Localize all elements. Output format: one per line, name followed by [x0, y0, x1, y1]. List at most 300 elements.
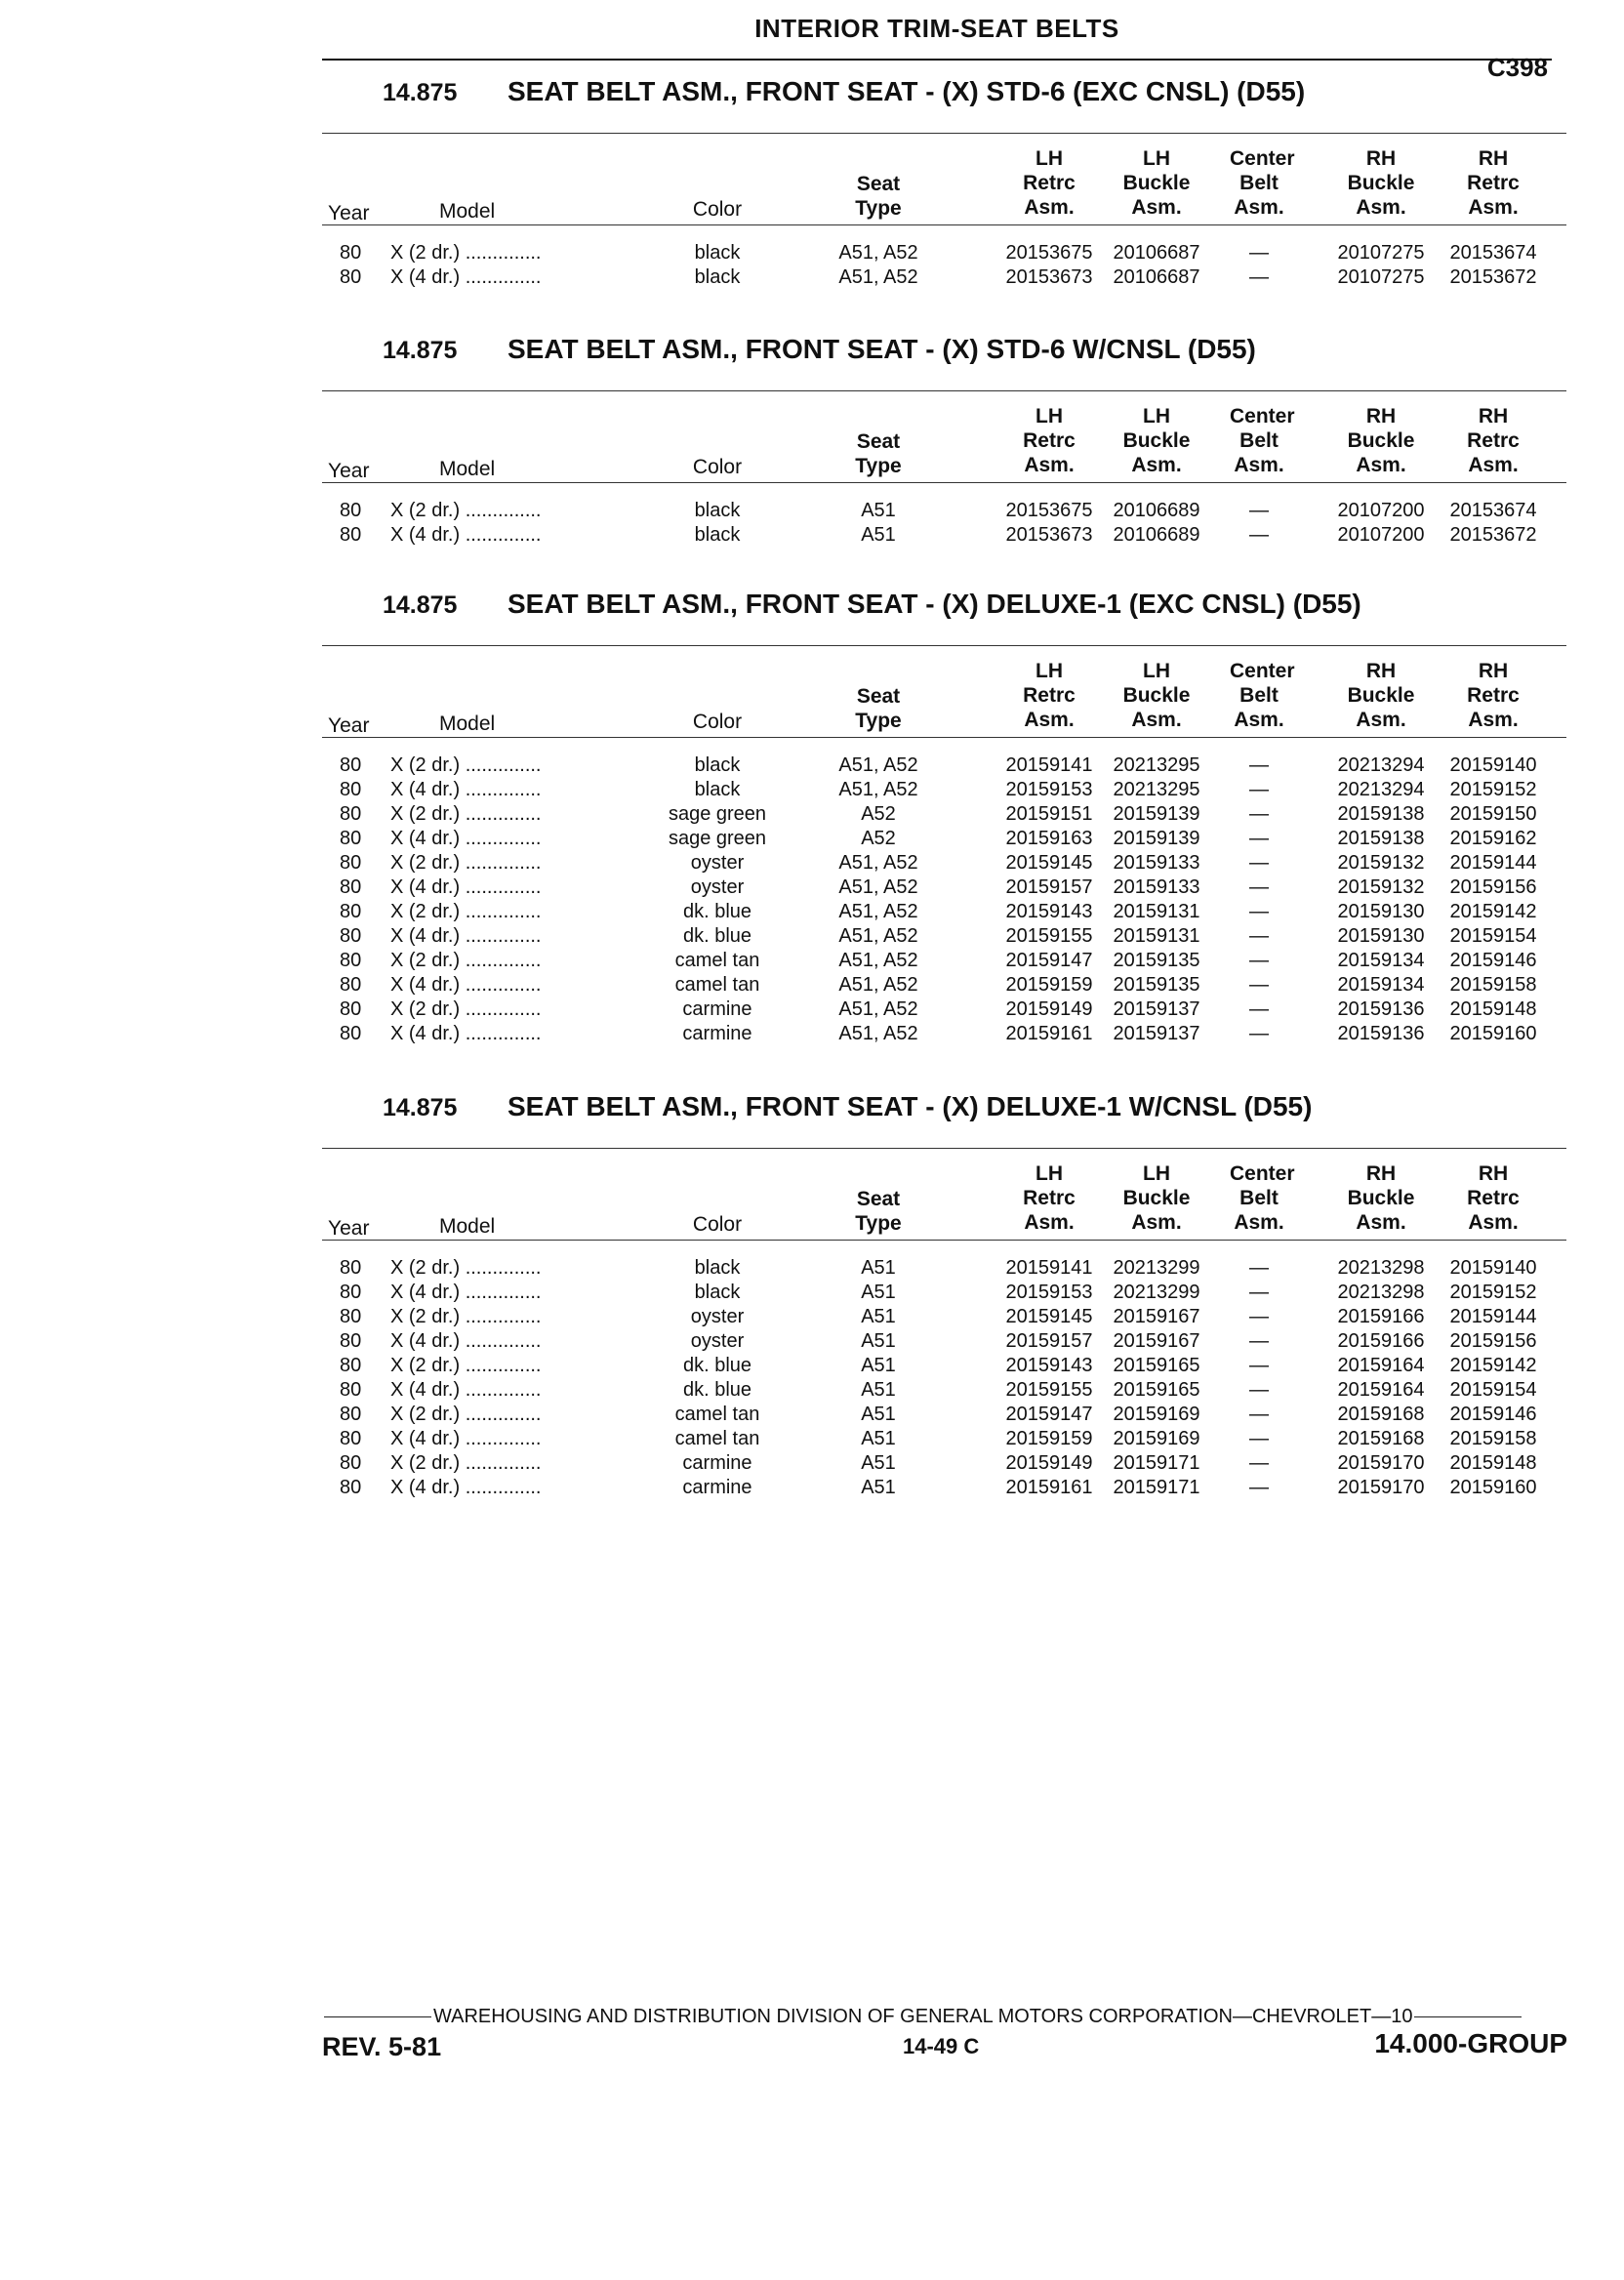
model-cell: X (4 dr.) .............. [390, 524, 542, 546]
color-cell: black [694, 779, 741, 800]
column-header-line: Asm. [1024, 709, 1075, 731]
model-cell: X (4 dr.) .............. [390, 1428, 542, 1449]
color-cell: camel tan [674, 974, 760, 996]
lh-retrc-asm-cell: 20159161 [1005, 1023, 1093, 1044]
lh-buckle-asm-cell: 20213299 [1113, 1282, 1200, 1303]
section-title-text: SEAT BELT ASM., FRONT SEAT - (X) DELUXE-1 (EXC CNSL) (D55) [508, 589, 1361, 619]
lh-retrc-asm-cell: 20159145 [1005, 1306, 1093, 1327]
center-belt-asm-cell: — [1249, 1330, 1269, 1352]
table-row [322, 852, 1566, 876]
color-cell: camel tan [674, 950, 760, 971]
model-cell: X (4 dr.) .............. [390, 1477, 542, 1498]
center-belt-asm-cell: — [1249, 1452, 1269, 1474]
table-row [322, 1452, 1566, 1477]
lh-retrc-asm-cell: 20153675 [1005, 242, 1093, 264]
rh-buckle-asm-cell: 20107275 [1337, 266, 1425, 288]
center-belt-asm-cell: — [1249, 754, 1269, 776]
year-cell: 80 [340, 266, 362, 288]
seat-type-cell: A51 [861, 1330, 896, 1352]
rh-retrc-asm-cell: 20159144 [1449, 852, 1537, 874]
rh-buckle-asm-cell: 20213294 [1337, 754, 1425, 776]
rh-retrc-asm-cell: 20159160 [1449, 1477, 1537, 1498]
column-header-line: Asm. [1468, 196, 1519, 219]
lh-buckle-asm-cell: 20106687 [1113, 266, 1200, 288]
year-cell: 80 [340, 974, 362, 996]
table-row [322, 524, 1566, 549]
table-row [322, 1306, 1566, 1330]
lh-retrc-asm-cell: 20159143 [1005, 1355, 1093, 1376]
lh-buckle-asm-cell: 20159139 [1113, 828, 1200, 849]
lh-retrc-asm-cell: 20159155 [1005, 1379, 1093, 1401]
lh-buckle-asm-cell: 20159137 [1113, 998, 1200, 1020]
model-cell: X (4 dr.) .............. [390, 925, 542, 947]
year-cell: 80 [340, 1355, 362, 1376]
table-row [322, 266, 1566, 291]
rh-retrc-asm-cell: 20159156 [1449, 1330, 1537, 1352]
seat-type-cell: A51, A52 [838, 242, 918, 264]
column-header-line: LH [1143, 147, 1170, 170]
rh-buckle-asm-cell: 20159136 [1337, 1023, 1425, 1044]
lh-buckle-asm-cell: 20159169 [1113, 1404, 1200, 1425]
column-header-line: Asm. [1234, 1211, 1284, 1234]
rh-buckle-asm-cell: 20159134 [1337, 950, 1425, 971]
center-belt-asm-cell: — [1249, 524, 1269, 546]
model-cell: X (2 dr.) .............. [390, 998, 542, 1020]
column-header-line: Asm. [1131, 196, 1182, 219]
seat-type-cell: A51, A52 [838, 266, 918, 288]
rh-retrc-asm-cell: 20159150 [1449, 803, 1537, 825]
table-row [322, 779, 1566, 803]
column-header-lh-retrc [995, 404, 1103, 477]
section-number: 14.875 [383, 1094, 458, 1121]
section-number: 14.875 [383, 79, 458, 106]
column-header-rh-retrc [1440, 1161, 1547, 1235]
lh-buckle-asm-cell: 20159131 [1113, 925, 1200, 947]
rh-buckle-asm-cell: 20159166 [1337, 1330, 1425, 1352]
lh-buckle-asm-cell: 20106689 [1113, 500, 1200, 521]
lh-buckle-asm-cell: 20159169 [1113, 1428, 1200, 1449]
center-belt-asm-cell: — [1249, 950, 1269, 971]
column-header-lh-buckle [1103, 1161, 1210, 1235]
column-header-lh-buckle [1103, 659, 1210, 732]
color-cell: black [694, 1257, 741, 1279]
column-header-model: Model [439, 712, 496, 735]
color-cell: dk. blue [682, 1355, 752, 1376]
lh-retrc-asm-cell: 20159141 [1005, 1257, 1093, 1279]
seat-type-cell: A51 [861, 1477, 896, 1498]
parts-section [322, 1091, 1566, 1535]
column-header-line: Asm. [1356, 454, 1406, 476]
center-belt-asm-cell: — [1249, 266, 1269, 288]
seat-type-cell: A51, A52 [838, 998, 918, 1020]
column-header-line: RH [1478, 147, 1509, 170]
table-row [322, 974, 1566, 998]
center-belt-asm-cell: — [1249, 998, 1269, 1020]
table-row [322, 901, 1566, 925]
rh-buckle-asm-cell: 20159170 [1337, 1452, 1425, 1474]
lh-retrc-asm-cell: 20159147 [1005, 1404, 1093, 1425]
seat-type-cell: A51, A52 [838, 901, 918, 922]
center-belt-asm-cell: — [1249, 242, 1269, 264]
rh-retrc-asm-cell: 20159154 [1449, 925, 1537, 947]
year-cell: 80 [340, 950, 362, 971]
column-header-line: Belt [1239, 1187, 1279, 1209]
column-header-line: Asm. [1356, 1211, 1406, 1234]
model-cell: X (2 dr.) .............. [390, 1452, 542, 1474]
column-header-line: Type [855, 455, 902, 477]
lh-retrc-asm-cell: 20159145 [1005, 852, 1093, 874]
column-header-line: RH [1365, 405, 1397, 428]
table-row [322, 1477, 1566, 1501]
year-cell: 80 [340, 754, 362, 776]
rh-buckle-asm-cell: 20159168 [1337, 1404, 1425, 1425]
seat-type-cell: A52 [861, 828, 896, 849]
center-belt-asm-cell: — [1249, 828, 1269, 849]
column-header-line: RH [1365, 1162, 1397, 1185]
color-cell: black [694, 266, 741, 288]
color-cell: carmine [682, 998, 752, 1020]
column-header-rh-buckle [1327, 146, 1435, 220]
seat-type-cell: A51, A52 [838, 779, 918, 800]
table-row [322, 950, 1566, 974]
parts-section [322, 589, 1566, 1081]
lh-retrc-asm-cell: 20159155 [1005, 925, 1093, 947]
rh-retrc-asm-cell: 20159152 [1449, 779, 1537, 800]
column-header-color: Color [692, 456, 743, 478]
center-belt-asm-cell: — [1249, 1379, 1269, 1401]
lh-retrc-asm-cell: 20153673 [1005, 266, 1093, 288]
column-header-line: Center [1230, 660, 1295, 682]
rh-retrc-asm-cell: 20159158 [1449, 974, 1537, 996]
color-cell: black [694, 500, 741, 521]
column-header-line: LH [1035, 660, 1063, 682]
table-row [322, 828, 1566, 852]
color-cell: dk. blue [682, 925, 752, 947]
model-cell: X (2 dr.) .............. [390, 803, 542, 825]
column-header-line: Retrc [1023, 1187, 1076, 1209]
lh-buckle-asm-cell: 20213299 [1113, 1257, 1200, 1279]
rh-buckle-asm-cell: 20159138 [1337, 803, 1425, 825]
lh-retrc-asm-cell: 20153675 [1005, 500, 1093, 521]
lh-retrc-asm-cell: 20159147 [1005, 950, 1093, 971]
column-header-center-belt [1230, 146, 1295, 220]
model-cell: X (2 dr.) .............. [390, 500, 542, 521]
color-cell: carmine [682, 1477, 752, 1498]
lh-buckle-asm-cell: 20159165 [1113, 1379, 1200, 1401]
seat-type-cell: A51, A52 [838, 876, 918, 898]
model-cell: X (4 dr.) .............. [390, 779, 542, 800]
rh-buckle-asm-cell: 20159132 [1337, 852, 1425, 874]
center-belt-asm-cell: — [1249, 876, 1269, 898]
center-belt-asm-cell: — [1249, 803, 1269, 825]
lh-buckle-asm-cell: 20159165 [1113, 1355, 1200, 1376]
rh-retrc-asm-cell: 20153672 [1449, 266, 1537, 288]
year-cell: 80 [340, 901, 362, 922]
year-cell: 80 [340, 1306, 362, 1327]
column-header-line: Buckle [1122, 172, 1191, 194]
column-header-year: Year [328, 202, 370, 224]
footer-division-text: WAREHOUSING AND DISTRIBUTION DIVISION OF GENERAL MOTORS CORPORATION—CHEVROLET—10 [433, 2006, 1413, 2027]
rh-buckle-asm-cell: 20159138 [1337, 828, 1425, 849]
column-header-color: Color [692, 711, 743, 733]
year-cell: 80 [340, 1282, 362, 1303]
column-header-line: RH [1478, 660, 1509, 682]
rh-retrc-asm-cell: 20159146 [1449, 950, 1537, 971]
color-cell: oyster [690, 1330, 745, 1352]
lh-buckle-asm-cell: 20159167 [1113, 1306, 1200, 1327]
lh-buckle-asm-cell: 20159137 [1113, 1023, 1200, 1044]
center-belt-asm-cell: — [1249, 1477, 1269, 1498]
section-rule-top [322, 390, 1566, 391]
parts-section [322, 334, 1566, 583]
column-header-line: Asm. [1024, 196, 1075, 219]
table-row [322, 876, 1566, 901]
table-row [322, 803, 1566, 828]
lh-retrc-asm-cell: 20159157 [1005, 876, 1093, 898]
column-header-center-belt [1230, 659, 1295, 732]
center-belt-asm-cell: — [1249, 1282, 1269, 1303]
column-header-line: Retrc [1467, 1187, 1520, 1209]
column-header-model: Model [439, 458, 496, 480]
model-cell: X (2 dr.) .............. [390, 950, 542, 971]
model-cell: X (2 dr.) .............. [390, 754, 542, 776]
model-cell: X (4 dr.) .............. [390, 828, 542, 849]
column-header-line: RH [1365, 147, 1397, 170]
model-cell: X (2 dr.) .............. [390, 1306, 542, 1327]
column-header-line: Buckle [1122, 429, 1191, 452]
rh-buckle-asm-cell: 20213298 [1337, 1282, 1425, 1303]
column-header-line: Retrc [1467, 172, 1520, 194]
seat-type-cell: A51 [861, 1257, 896, 1279]
column-header-line: Seat [856, 430, 901, 453]
section-title [383, 589, 1361, 620]
column-header-line: Retrc [1023, 429, 1076, 452]
column-header-lh-retrc [995, 146, 1103, 220]
lh-buckle-asm-cell: 20159135 [1113, 974, 1200, 996]
lh-buckle-asm-cell: 20159133 [1113, 876, 1200, 898]
lh-buckle-asm-cell: 20213295 [1113, 779, 1200, 800]
section-rule-top [322, 645, 1566, 646]
column-header-line: Buckle [1122, 1187, 1191, 1209]
column-header-line: Belt [1239, 429, 1279, 452]
year-cell: 80 [340, 500, 362, 521]
column-header-lh-retrc [995, 659, 1103, 732]
model-cell: X (2 dr.) .............. [390, 1257, 542, 1279]
footer-group: 14.000-GROUP [1374, 2028, 1567, 2058]
column-header-line: Retrc [1467, 684, 1520, 707]
model-cell: X (4 dr.) .............. [390, 1379, 542, 1401]
color-cell: black [694, 754, 741, 776]
model-cell: X (2 dr.) .............. [390, 1404, 542, 1425]
year-cell: 80 [340, 1379, 362, 1401]
table-row [322, 754, 1566, 779]
color-cell: oyster [690, 876, 745, 898]
rh-buckle-asm-cell: 20159136 [1337, 998, 1425, 1020]
footer-revision: REV. 5-81 [322, 2032, 442, 2061]
page-code: C398 [1486, 53, 1548, 82]
column-header-line: Asm. [1024, 454, 1075, 476]
center-belt-asm-cell: — [1249, 925, 1269, 947]
year-cell: 80 [340, 828, 362, 849]
column-header-seat-type [830, 1187, 927, 1236]
header-rule [322, 737, 1566, 738]
lh-retrc-asm-cell: 20159159 [1005, 974, 1093, 996]
seat-type-cell: A51 [861, 524, 896, 546]
column-header-line: LH [1143, 1162, 1170, 1185]
column-header-line: Asm. [1356, 196, 1406, 219]
column-header-line: Asm. [1234, 196, 1284, 219]
column-header-line: LH [1143, 405, 1170, 428]
column-header-rh-retrc [1440, 146, 1547, 220]
footer-rule-right [1414, 2016, 1522, 2017]
section-title-text: SEAT BELT ASM., FRONT SEAT - (X) STD-6 W/CNSL (D55) [508, 334, 1256, 364]
column-header-line: Type [855, 710, 902, 732]
center-belt-asm-cell: — [1249, 974, 1269, 996]
rh-retrc-asm-cell: 20159146 [1449, 1404, 1537, 1425]
rh-retrc-asm-cell: 20159160 [1449, 1023, 1537, 1044]
color-cell: camel tan [674, 1404, 760, 1425]
column-header-line: LH [1143, 660, 1170, 682]
center-belt-asm-cell: — [1249, 852, 1269, 874]
seat-type-cell: A51 [861, 1379, 896, 1401]
year-cell: 80 [340, 1452, 362, 1474]
lh-retrc-asm-cell: 20159151 [1005, 803, 1093, 825]
model-cell: X (4 dr.) .............. [390, 876, 542, 898]
column-header-line: Center [1230, 1162, 1295, 1185]
year-cell: 80 [340, 1477, 362, 1498]
lh-retrc-asm-cell: 20159141 [1005, 754, 1093, 776]
lh-retrc-asm-cell: 20159157 [1005, 1330, 1093, 1352]
column-header-year: Year [328, 460, 370, 482]
model-cell: X (2 dr.) .............. [390, 242, 542, 264]
rh-retrc-asm-cell: 20159148 [1449, 998, 1537, 1020]
color-cell: dk. blue [682, 1379, 752, 1401]
table-row [322, 1023, 1566, 1047]
column-header-line: Asm. [1468, 709, 1519, 731]
column-header-line: Belt [1239, 172, 1279, 194]
lh-retrc-asm-cell: 20159163 [1005, 828, 1093, 849]
year-cell: 80 [340, 524, 362, 546]
column-header-line: Seat [856, 685, 901, 708]
center-belt-asm-cell: — [1249, 500, 1269, 521]
center-belt-asm-cell: — [1249, 779, 1269, 800]
rh-buckle-asm-cell: 20159170 [1337, 1477, 1425, 1498]
seat-type-cell: A51, A52 [838, 754, 918, 776]
column-header-seat-type [830, 172, 927, 221]
column-header-line: Buckle [1347, 172, 1415, 194]
seat-type-cell: A51 [861, 1452, 896, 1474]
lh-retrc-asm-cell: 20159149 [1005, 998, 1093, 1020]
lh-buckle-asm-cell: 20159133 [1113, 852, 1200, 874]
column-header-line: Asm. [1468, 454, 1519, 476]
color-cell: oyster [690, 852, 745, 874]
year-cell: 80 [340, 852, 362, 874]
page-header [322, 12, 1552, 61]
color-cell: oyster [690, 1306, 745, 1327]
column-header-line: Asm. [1131, 709, 1182, 731]
lh-buckle-asm-cell: 20159171 [1113, 1477, 1200, 1498]
lh-retrc-asm-cell: 20159143 [1005, 901, 1093, 922]
column-header-line: RH [1478, 1162, 1509, 1185]
lh-buckle-asm-cell: 20159167 [1113, 1330, 1200, 1352]
table-row [322, 1404, 1566, 1428]
column-header-line: Asm. [1468, 1211, 1519, 1234]
table-row [322, 1355, 1566, 1379]
column-header-line: Seat [856, 173, 901, 195]
rh-retrc-asm-cell: 20153674 [1449, 242, 1537, 264]
column-header-line: Asm. [1234, 709, 1284, 731]
seat-type-cell: A51 [861, 500, 896, 521]
color-cell: black [694, 1282, 741, 1303]
seat-type-cell: A51 [861, 1282, 896, 1303]
table-row [322, 1428, 1566, 1452]
table-row [322, 1379, 1566, 1404]
rh-buckle-asm-cell: 20213294 [1337, 779, 1425, 800]
table-row [322, 500, 1566, 524]
column-header-line: Center [1230, 147, 1295, 170]
column-header-line: Center [1230, 405, 1295, 428]
color-cell: sage green [668, 803, 767, 825]
column-header-line: Asm. [1024, 1211, 1075, 1234]
rh-retrc-asm-cell: 20159142 [1449, 901, 1537, 922]
lh-buckle-asm-cell: 20159139 [1113, 803, 1200, 825]
model-cell: X (2 dr.) .............. [390, 1355, 542, 1376]
rh-retrc-asm-cell: 20159158 [1449, 1428, 1537, 1449]
column-header-line: Buckle [1347, 429, 1415, 452]
rh-retrc-asm-cell: 20159152 [1449, 1282, 1537, 1303]
model-cell: X (4 dr.) .............. [390, 1330, 542, 1352]
seat-type-cell: A51, A52 [838, 1023, 918, 1044]
seat-type-cell: A51 [861, 1355, 896, 1376]
center-belt-asm-cell: — [1249, 901, 1269, 922]
section-rule-top [322, 1148, 1566, 1149]
rh-buckle-asm-cell: 20107200 [1337, 500, 1425, 521]
column-header-rh-buckle [1327, 659, 1435, 732]
section-number: 14.875 [383, 591, 458, 619]
column-header-line: Buckle [1347, 684, 1415, 707]
column-header-line: Asm. [1234, 454, 1284, 476]
column-header-seat-type [830, 429, 927, 478]
table-row [322, 925, 1566, 950]
lh-buckle-asm-cell: 20159135 [1113, 950, 1200, 971]
column-header-center-belt [1230, 1161, 1295, 1235]
center-belt-asm-cell: — [1249, 1023, 1269, 1044]
column-header-line: Retrc [1023, 172, 1076, 194]
page-title: INTERIOR TRIM-SEAT BELTS [754, 14, 1119, 43]
column-header-year: Year [328, 714, 370, 737]
column-header-line: Belt [1239, 684, 1279, 707]
seat-type-cell: A52 [861, 803, 896, 825]
rh-retrc-asm-cell: 20159162 [1449, 828, 1537, 849]
year-cell: 80 [340, 1330, 362, 1352]
seat-type-cell: A51, A52 [838, 950, 918, 971]
column-header-rh-retrc [1440, 404, 1547, 477]
rh-buckle-asm-cell: 20159130 [1337, 901, 1425, 922]
column-header-line: LH [1035, 147, 1063, 170]
year-cell: 80 [340, 779, 362, 800]
color-cell: black [694, 242, 741, 264]
rh-buckle-asm-cell: 20107200 [1337, 524, 1425, 546]
table-row [322, 998, 1566, 1023]
section-title [383, 334, 1256, 365]
seat-type-cell: A51 [861, 1404, 896, 1425]
year-cell: 80 [340, 998, 362, 1020]
color-cell: black [694, 524, 741, 546]
rh-buckle-asm-cell: 20159134 [1337, 974, 1425, 996]
column-header-line: Type [855, 1212, 902, 1235]
column-header-lh-retrc [995, 1161, 1103, 1235]
center-belt-asm-cell: — [1249, 1257, 1269, 1279]
